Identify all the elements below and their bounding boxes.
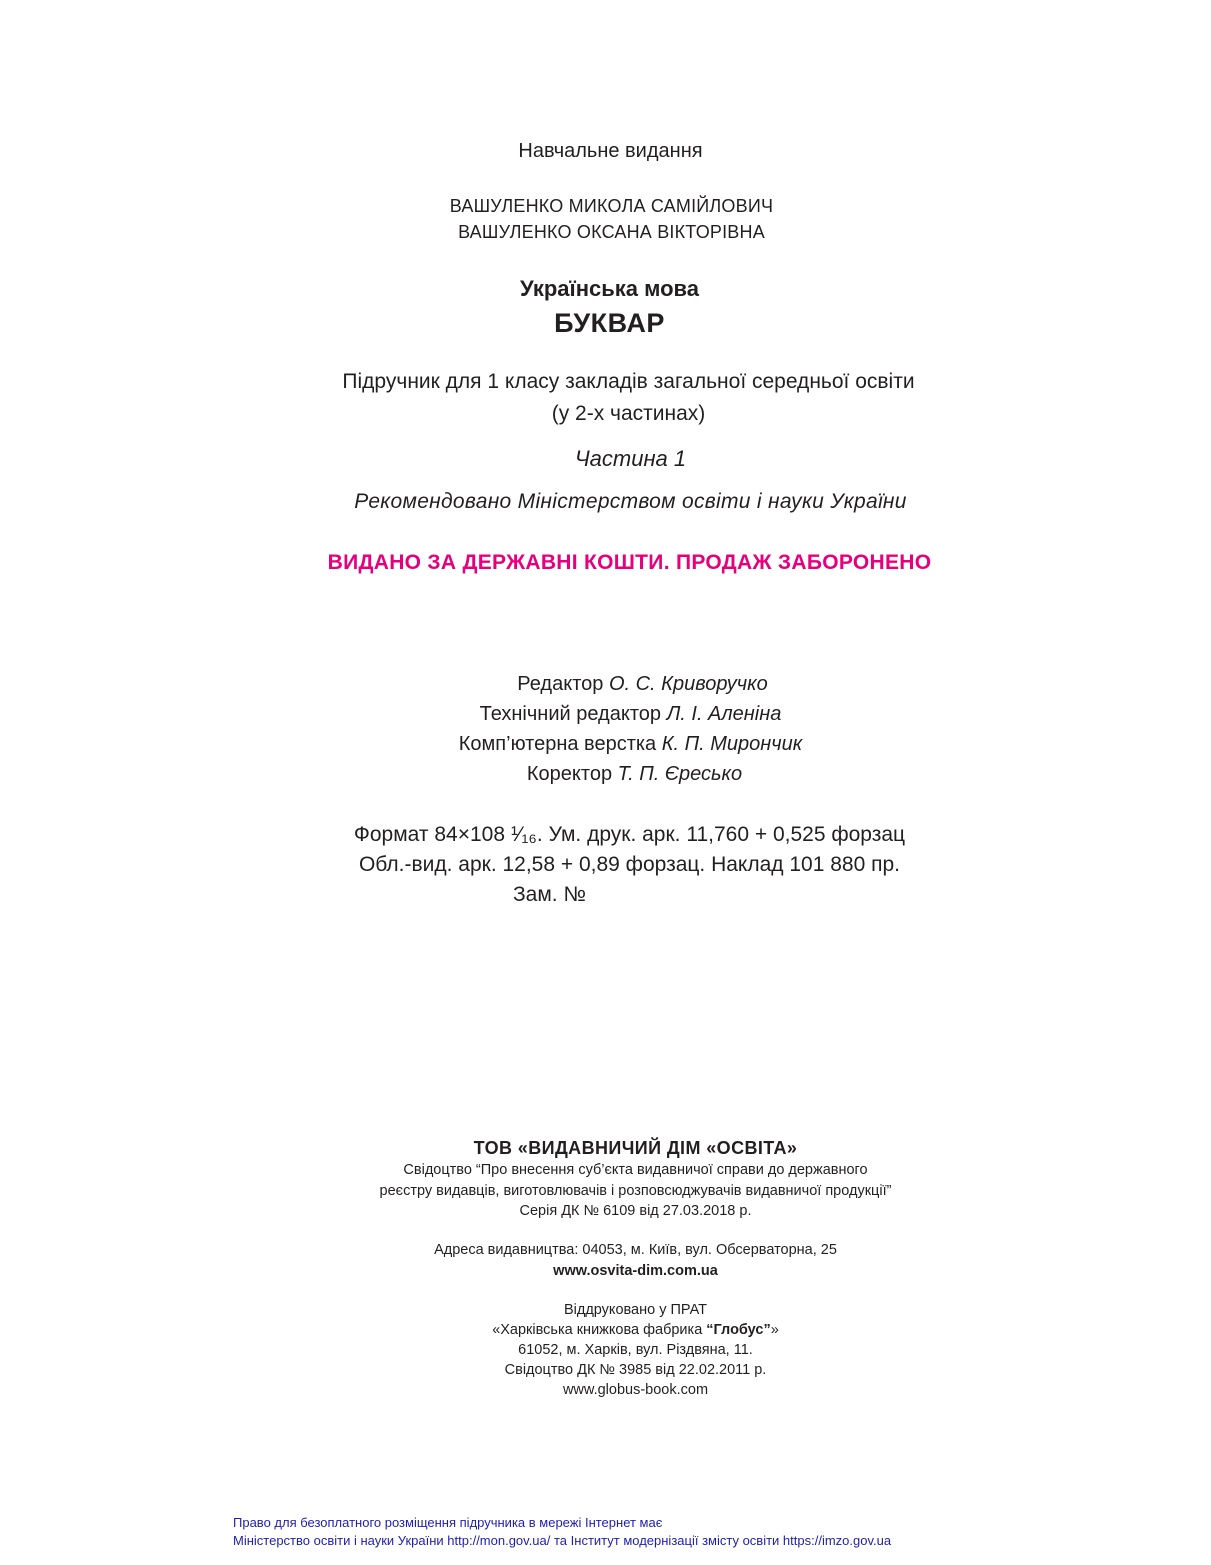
author-name: ВАШУЛЕНКО ОКСАНА ВІКТОРІВНА bbox=[458, 222, 765, 242]
printer-name-prefix: «Харківська книжкова фабрика bbox=[492, 1322, 707, 1338]
footer-link-mon[interactable]: http://mon.gov.ua/ bbox=[447, 1533, 551, 1548]
edition-type: Навчальне видання bbox=[518, 140, 703, 162]
credit-name: О. С. Криворучко bbox=[608, 673, 768, 695]
printer-brand: “Глобус” bbox=[706, 1322, 771, 1338]
format-fraction: ¹⁄₁₆ bbox=[510, 823, 537, 846]
part-number: Частина 1 bbox=[574, 446, 687, 471]
publisher-certificate: Серія ДК № 6109 від 27.03.2018 р. bbox=[519, 1203, 752, 1219]
footer-rights-holders bbox=[233, 1533, 891, 1548]
footer-institute: та Інститут модернізації змісту освіти bbox=[550, 1533, 783, 1548]
printer-name-suffix: » bbox=[770, 1322, 779, 1338]
publisher-certificate: Свідоцтво “Про внесення суб’єкта видавничої справи до державного bbox=[403, 1162, 868, 1178]
publisher-certificate: реєстру видавців, виготовлювачів і розповсюджувачів видавничої продукції” bbox=[379, 1183, 892, 1199]
credit-name: Л. І. Аленіна bbox=[666, 703, 782, 725]
book-description: Підручник для 1 класу закладів загальної середньої освіти bbox=[342, 370, 915, 393]
format-spec bbox=[24, 823, 1211, 847]
printer-info: Віддруковано у ПРАТ bbox=[563, 1302, 708, 1318]
publisher-address: Адреса видавництва: 04053, м. Київ, вул. Обсерваторна, 25 bbox=[434, 1242, 837, 1258]
author-name: ВАШУЛЕНКО МИКОЛА САМІЙЛОВИЧ bbox=[449, 196, 774, 216]
credit-role: Редактор bbox=[517, 673, 604, 695]
subject-heading: Українська мова bbox=[519, 276, 700, 301]
credit-layout bbox=[25, 733, 1211, 756]
book-title: БУКВАР bbox=[554, 308, 665, 338]
order-number: Зам. № bbox=[513, 883, 586, 906]
credit-name: К. П. Мирончик bbox=[661, 733, 803, 755]
credit-role: Технічний редактор bbox=[479, 703, 661, 725]
credit-role: Коректор bbox=[526, 763, 613, 785]
sale-prohibited-notice: ВИДАНО ЗА ДЕРЖАВНІ КОШТИ. ПРОДАЖ ЗАБОРОНЕНО bbox=[327, 551, 932, 574]
credit-editor bbox=[37, 673, 1211, 696]
publisher-name: ТОВ «ВИДАВНИЧИЙ ДІМ «ОСВІТА» bbox=[473, 1138, 798, 1158]
footer-rights-notice: Право для безоплатного розміщення підручника в мережі Інтернет має bbox=[233, 1515, 663, 1530]
credit-proofreader bbox=[29, 763, 1211, 786]
credit-role: Комп’ютерна верстка bbox=[458, 733, 657, 755]
ministry-recommendation: Рекомендовано Міністерством освіти і науки України bbox=[354, 490, 907, 513]
printer-address: 61052, м. Харків, вул. Різдвяна, 11. bbox=[518, 1342, 753, 1358]
print-run-spec: Обл.-вид. арк. 12,58 + 0,89 форзац. Наклад 101 880 пр. bbox=[358, 853, 901, 876]
book-description-parts: (у 2-х частинах) bbox=[551, 402, 706, 425]
footer-ministry: Міністерство освіти і науки України bbox=[233, 1533, 448, 1548]
footer-link-imzo[interactable]: https://imzo.gov.ua bbox=[782, 1533, 892, 1548]
printer-website[interactable]: www.globus-book.com bbox=[562, 1382, 709, 1398]
format-suffix: . Ум. друк. арк. 11,760 + 0,525 форзац bbox=[536, 823, 906, 846]
credit-name: Т. П. Єресько bbox=[617, 763, 743, 785]
credit-technical-editor bbox=[25, 703, 1211, 726]
printer-certificate: Свідоцтво ДК № 3985 від 22.02.2011 р. bbox=[504, 1362, 767, 1378]
publisher-website[interactable]: www.osvita-dim.com.ua bbox=[553, 1263, 718, 1279]
printer-name bbox=[30, 1322, 1211, 1338]
format-prefix: Формат 84×108 bbox=[353, 823, 511, 846]
